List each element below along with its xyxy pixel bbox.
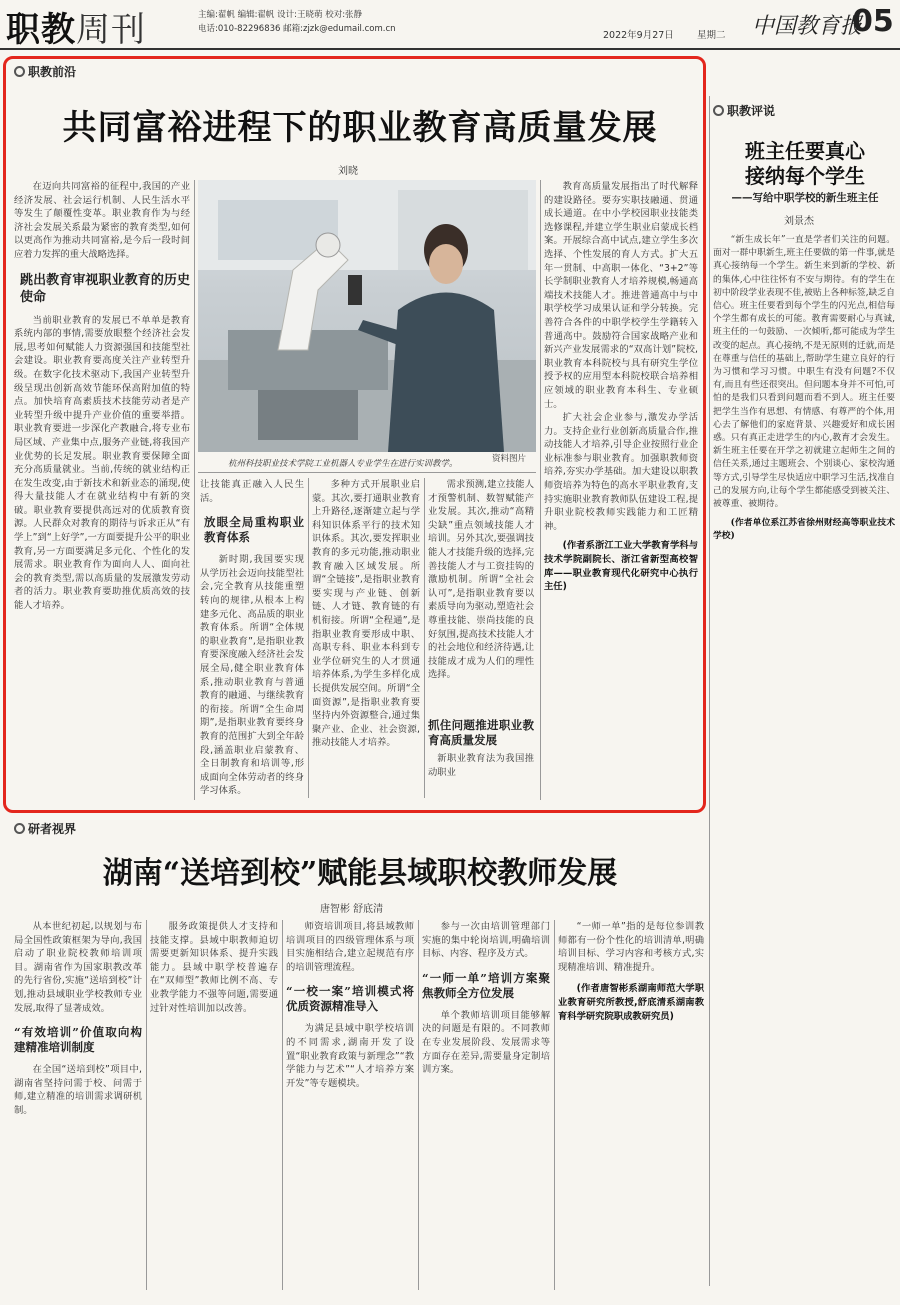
- bottom-col4-body-2: 单个教师培训项目能够解决的问题是有限的。不同教师在专业发展阶段、发展需求等方面存在差异,需要量身定制培训方案。: [422, 1009, 550, 1076]
- bottom-authors: 唐智彬 舒底清: [320, 904, 384, 915]
- circle-icon: [14, 823, 25, 834]
- lead-subhead-2: 放眼全局重构职业教育体系: [204, 515, 304, 545]
- lead-col5-body-2: 扩大社会企业参与,激发办学活力。支持企业行业创新高质量合作,推动技能人才培养,引导企业按照行业企业标准参与职业教育。加强职教师资培养,夯实办学基础。加大建设以职教师资培养为特色的高水平职业教育,支持实施职业教育教师队伍建设工程,提升职业院校教师实践能力和工匠精神。: [544, 412, 698, 532]
- bottom-headline: 湖南“送培到校”赋能县域职校教师发展: [102, 856, 618, 891]
- lead-subhead-1: 跳出教育审视职业教育的历史使命: [20, 272, 190, 305]
- masthead-title: [6, 2, 146, 51]
- divider: [418, 920, 419, 1290]
- lead-col4: [428, 478, 534, 798]
- lead-photo: [198, 180, 536, 452]
- bottom-subhead-1: “有效培训”价值取向构建精准培训制度: [14, 1025, 142, 1055]
- bottom-col1-body: 从本世纪初起,以规划与布局全国性政策框架为导向,我国启动了职业院校教师培训项目。湖南省作为国家职教改革的先行省份,实施“送培到校”计划,推动县域职业学校教师专业发展,取得了显著成效。: [14, 921, 142, 1014]
- side-body-text: “新生成长年”一直是学者们关注的问题。面对一群中职新生,班主任要做的第一件事,就是真心接纳每一个学生。新生来到新的学校、新的集体,心中往往怀有不安与期待。有的学生在初中阶段学业表现不佳,被贴上各种标签,缺乏自信心。班主任要看到每个学生的闪光点,相信每个学生都有成长的可能。教育需要耐心与真诚,班主任的一句鼓励、一次倾听,都可能成为学生改变的起点。真心接纳,不是无原则的迁就,而是在尊重与信任的基础上,帮助学生建立良好的行为习惯和学习习惯。中职生有没有问题?不仅有,而且有些还很突出。但问题本身并不可怕,可怕的是我们只看到问题而看不到人。班主任要把学生当作有思想、有情感、有尊严的个体,用心去了解他们的家庭背景、兴趣爱好和成长困惑。只有真正走进学生的内心,教育才会发生。新生班主任要在开学之初就建立起师生之间的信任关系,通过主题班会、个别谈心、家校沟通等方式,引导学生尽快适应中职学习生活,找准自己的发展方向,让每个学生都能感受到被关注、被尊重、被期待。: [713, 235, 895, 510]
- bottom-subhead-3: “一校一案”培训模式将优质资源精准导入: [286, 984, 414, 1014]
- lead-subhead-4: 抓住问题推进职业教育高质量发展: [428, 718, 534, 747]
- bottom-col2-body: 服务政策提供人才支持和技能支撑。县域中职教师迫切需要更新知识体系、提升实践能力。县域中职学校普遍存在“双师型”教师比例不高、专业教学能力不强等问题,需要通过针对性培训加以改善。: [150, 921, 278, 1014]
- lead-col2-lead: 让技能真正融入人民生活。: [200, 479, 304, 504]
- bottom-col1-body-2: 在全国“送培到校”项目中,湖南省坚持问需于校、问需于师,建立精准的培训需求调研机制。: [14, 1064, 142, 1116]
- lead-col2-body: 新时期,我国要实现从学历社会迈向技能型社会,完全教育从技能重塑转向的规律,从根本上构建多元化、高品质的职业教育体系。所谓“全体规的职业教育”,是指职业教育要深度融入经济社会发展全局,健全职业教育体系,推动职业教育与普通教育的融通、与继续教育的衔接。所谓“全生命周期”,是指职业教育要终身教育的范围扩大到全年龄段,涵盖职业启蒙教育、全日制教育和培训等,形成面向全体劳动者的终身学习体系。: [200, 554, 304, 797]
- bottom-col3-body-2: 为满足县域中职学校培训的不同需求,湖南开发了设置“职业教育政策与新理念”“教学能力与艺术”“人才培养方案开发”等专题模块。: [286, 1023, 414, 1089]
- masthead: [0, 0, 900, 50]
- photo-credit: 资料图片: [492, 454, 527, 464]
- lead-author: 刘晓: [338, 166, 358, 177]
- divider: [146, 920, 147, 1290]
- bottom-col3-body: 师资培训项目,将县域教师培训项目的四级管理体系与项目实施相结合,建立起规范有序的培训管理流程。: [286, 921, 414, 973]
- divider: [424, 478, 425, 798]
- masthead-title-a: 职教: [6, 10, 76, 50]
- side-author-note: (作者单位系江苏省徐州财经高等职业技术学校): [713, 518, 895, 542]
- bottom-col5-body: “一师一单”指的是每位参训教师都有一份个性化的培训清单,明确培训目标、学习内容和考核方式,实现精准培训、精准提升。: [558, 921, 704, 973]
- robot-training-photo: [198, 180, 536, 452]
- divider: [194, 180, 195, 800]
- masthead-title-b: 周刊: [76, 10, 146, 50]
- circle-icon: [14, 66, 25, 77]
- bottom-subhead-4: “一师一单”培训方案聚焦教师全方位发展: [422, 970, 550, 1000]
- bottom-col5: [558, 920, 704, 1290]
- bottom-col4-body: 参与一次由培训管理部门实施的集中轮岗培训,明确培训目标、内容、程序及方式。: [422, 921, 550, 960]
- masthead-credits: 主编:翟帆 编辑:翟帆 设计:王晓萌 校对:张静: [198, 10, 363, 20]
- divider: [282, 920, 283, 1290]
- bottom-col4: [422, 920, 550, 1290]
- lead-col5-body: 教育高质量发展指出了时代解释的建设路径。要夯实职技融通、贯通成长通道。在中小学校园职业技能类选修课程,并建立学生职业启蒙成长档案。开展综合高中试点,建立学生多次选择、个性发展的育人方式。扩大五年一贯制、中高职一体化、“3+2”等长学制职业教育人才培养规模,畅通高端技术技能人才。推进普通高中与中职学校学习成果认证和学分转换。完善符合各件的中职学校学生学籍转入普通高中。鼓励符合国家战略产业和新兴产业发展需求的“双高计划”院校,职业教育本科院校与具有研究生学位授予权的应用型本科院校联合培养相应领域的职业教育本科生、专业硕士。: [544, 181, 698, 410]
- side-body: [713, 234, 895, 1274]
- lead-col4-body: 需求预测,建立技能人才预警机制、数智赋能产业发展。其次,推动“高精尖缺”重点领域技能人才培训。另外其次,要强调技能人才技能升级的选择,完善技能人才与工资挂钩的激励机制。所谓“全社会认可”,是指职业教育要以素质导向为驱动,塑造社会尊重技能、崇尚技能的良好氛围,提高技术技能人才的社会地位和经济待遇,让技能成才成为人们的理性选择。: [428, 479, 534, 681]
- lead-col1: [14, 180, 190, 800]
- lead-col3: [312, 478, 420, 798]
- masthead-paper: 中国教育报: [752, 14, 863, 39]
- masthead-page-number: 05: [852, 4, 894, 39]
- side-section-label: 职教评说: [713, 102, 775, 119]
- divider: [540, 180, 541, 800]
- lead-headline: 共同富裕进程下的职业教育高质量发展: [62, 108, 658, 148]
- masthead-contacts: 电话:010-82296836 邮箱:zjzk@edumail.com.cn: [198, 24, 396, 34]
- lead-col1-body: 当前职业教育的发展已不单单是教育系统内部的事情,需要放眼整个经济社会发展,思考如何赋能人力资源强国和技能型社会建设。职业教育要高度关注产业转型升级。在数字化技术驱动下,我国产业转型升级呈现出创新高效节能环保高附加值的特点。加快培育高素质技术技能劳动者是产业转型升级中提升产业价值的重要举措。职业教育要进一步深化产教融合,将专业布局区域、产业集中点,服务产业链,将我国产业优势的长足发展。职业教育要保障全面充分高质量就业。当前,传统的就业结构正在发生改变,由于新技术和新业态的涌现,使得大量技能人才在就业结构中有新的突破。职业教育要提供高远对的优质教育资源。人民群众对教育的期待与诉求正从“有学上”到“上好学”,一方面要提升公平的职业教育,另一方面要满足多元化、个性化的发展需求。职业教育作为面向人人、面向社会的教育类型,需以高质量的发展激发劳动者的活力。职业教育要助推优质高效的技能人才培养。: [14, 314, 190, 612]
- lead-col5: [544, 180, 698, 800]
- photo-caption: 杭州科技职业技术学院工业机器人专业学生在进行实训教学。: [228, 459, 458, 469]
- bottom-col2: [150, 920, 278, 1290]
- lead-col2: [200, 478, 304, 798]
- masthead-date: 2022年9月27日: [603, 30, 674, 41]
- masthead-weekday: 星期二: [697, 30, 726, 41]
- divider: [308, 478, 309, 798]
- bottom-col3: [286, 920, 414, 1290]
- bottom-col1: [14, 920, 142, 1290]
- side-headline-2: 接纳每个学生: [745, 164, 865, 188]
- lead-section-label: 职教前沿: [14, 63, 76, 80]
- side-subheadline: ——写给中职学校的新生班主任: [731, 192, 879, 204]
- bottom-section-label: 研者视界: [14, 820, 76, 837]
- divider: [709, 96, 710, 1286]
- bottom-author-note: (作者唐智彬系湖南师范大学职业教育研究所教授,舒底清系湖南教育科学研究院职成教研究员): [558, 983, 704, 1022]
- lead-col1-intro: 在迈向共同富裕的征程中,我国的产业经济发展、社会运行机制、人民生活水平等发生了颠覆性变革。职业教育作为与经济社会发展关系最为紧密的教育类型,如何以更高作为推动共同富裕,是今后一段时间应着力发挥的重大战略选择。: [14, 181, 190, 260]
- side-headline-1: 班主任要真心: [745, 139, 865, 163]
- lead-author-note: (作者系浙江工业大学教育学科与技术学院副院长、浙江省新型高校智库——职业教育现代化研究中心执行主任): [544, 540, 698, 593]
- circle-icon: [713, 105, 724, 116]
- divider: [554, 920, 555, 1290]
- divider: [198, 472, 536, 473]
- lead-col4-tail: 新职业教育法为我国推动职业: [428, 753, 534, 778]
- side-author: 刘景杰: [784, 216, 814, 227]
- lead-col3-body: 多种方式开展职业启蒙。其次,要打通职业教育上升路径,逐渐建立起与学科知识体系平行的技术知识体系。其次,要发挥职业教育的多元功能,推动职业教育融入区域发展。所谓“全链接”,是指职业教育要实现与产业链、创新链、人才链、教育链的有机衔接。所谓“全程通”,是指职业教育要形成中职、高职专科、职业本科到专业学位研究生的人才贯通培养体系,为学生多样化成长提供发展空间。所谓“全面资源”,是指职业教育要坚持内外资源整合,通过集聚产业、企业、社会资源,推动技能人才培养。: [312, 479, 420, 749]
